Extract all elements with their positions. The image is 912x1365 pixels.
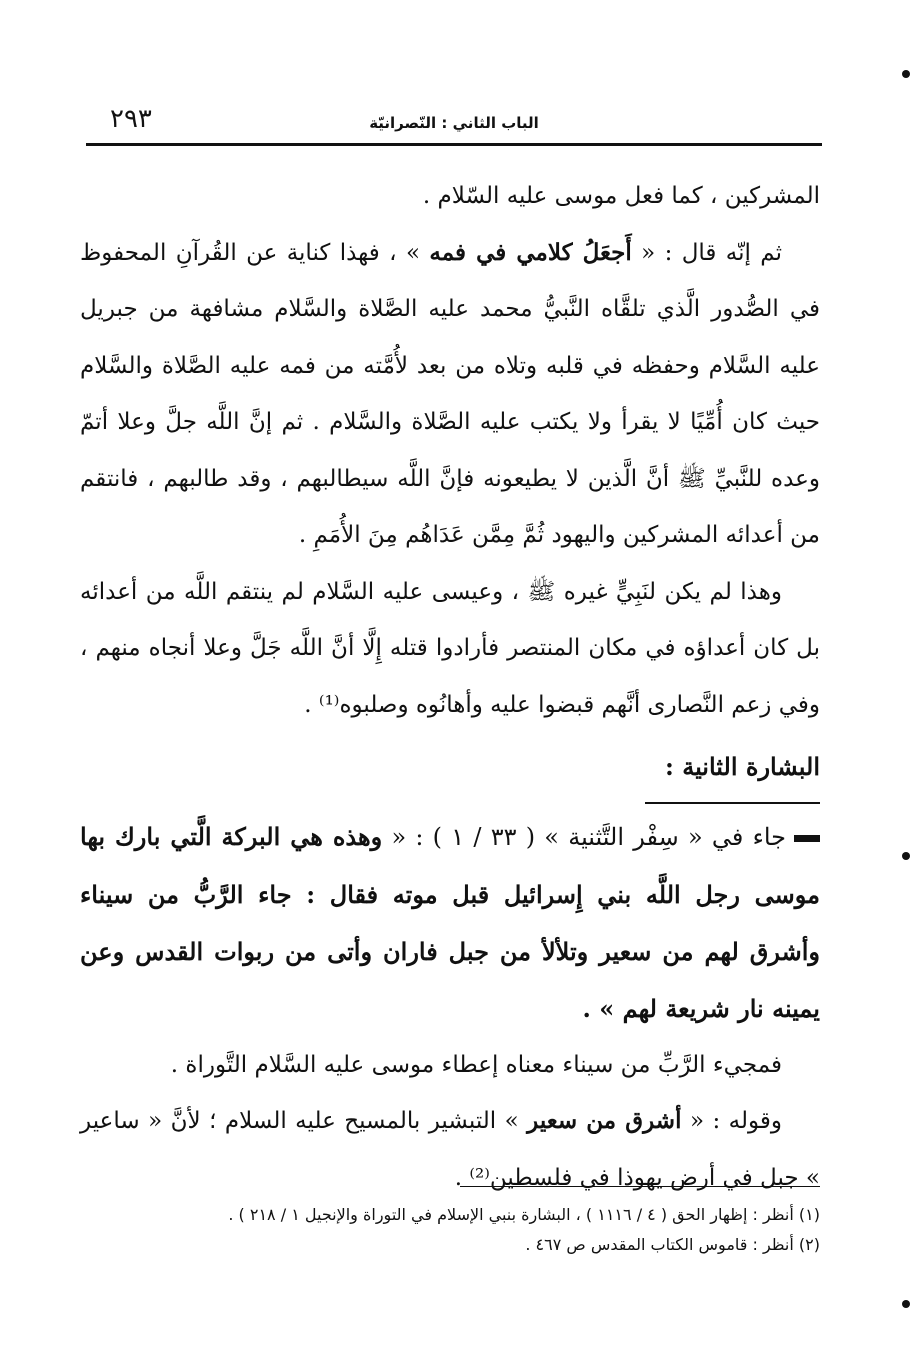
edge-mark-icon — [902, 1300, 910, 1308]
page-header — [86, 104, 822, 144]
paragraph-5: فمجيء الرَّبِّ من سيناء معناه إعطاء موسى عليه السَّلام التَّوراة . — [170, 1051, 782, 1078]
paragraph-2 — [80, 225, 820, 564]
header-rule — [86, 143, 822, 146]
quote-text: وهذه هي البركة الَّتي بارك بها موسى رجل اللَّه بني إِسرائيل قبل موته فقال : جاء الرَّبُّ من سيناء وأشرق لهم من سعير وتلألأ من جبل فاران وأتى من ربوات القدس وعن يمينه نار شريعة لهم — [80, 821, 820, 1023]
scripture-quote — [80, 808, 820, 1037]
quote-end: » . — [582, 993, 623, 1023]
footnotes — [80, 1200, 820, 1260]
paragraph-6-quote: أشرق من سعير — [527, 1107, 682, 1134]
paragraph-2-quote: أَجعَلُ كلامي في فمه — [429, 238, 632, 266]
paragraph-6-start: وقوله : « — [681, 1108, 782, 1134]
footnote-1: (١) أنظر : إظهار الحق ( ٤ / ١١١٦ ) ، البشارة بنبي الإسلام في التوراة والإنجيل ١ / ٢١٨ ) . — [228, 1205, 820, 1224]
quote-intro: جاء في « سِفْر التَّثنية » ( ٣٣ / ١ ) : « — [382, 822, 786, 851]
page-number: ٢٩٣ — [110, 104, 152, 134]
section-heading: البشارة الثانية : — [645, 739, 820, 804]
edge-mark-icon — [902, 70, 910, 78]
section-heading-wrap — [80, 739, 820, 804]
paragraph-2-rest: » ، فهذا كناية عن القُرآنِ المحفوظ في الصُّدور الَّذي تلقَّاه النَّبيُّ محمد عليه الصَّلاة والسَّلام مشافهة من جبريل عليه السَّلام وحفظه في قلبه وتلاه من بعد لأُمَّته من فمه عليه الصَّلاة والسَّلام حيث كان أُمِّيًا لا يقرأ ولا يكتب عليه الصَّلاة والسَّلام . ثم إنَّ اللَّه جلَّ وعلا أتمّ وعده للنَّبيِّ ﷺ أنَّ الَّذين لا يطيعونه فإنَّ اللَّه سيطالبهم ، وقد طالبهم ، فانتقم من أعدائه المشركين واليهود ثُمَّ مِمَّن عَدَاهُم مِنَ الأُمَمِ . — [80, 239, 820, 548]
body-text — [80, 168, 820, 1206]
paragraph-2-start: ثم إنّه قال : « — [631, 239, 782, 266]
paragraph-6-rest: » التبشير بالمسيح عليه السلام ؛ لأنَّ « ساعير » جبل في أرض يهوذا في فلسطين⁽²⁾ . — [80, 1108, 820, 1191]
running-head: الباب الثاني : النّصرانيّة — [369, 114, 539, 132]
paragraph-3: وهذا لم يكن لنَبِيٍّ غيره ﷺ ، وعيسى عليه السَّلام لم ينتقم اللَّه من أعدائه بل كان أعداؤه في مكان المنتصر فأرادوا قتله إِلَّا أنَّ اللَّه جَلَّ وعلا أنجاه منهم ، وفي زعم النَّصارى أنَّهم قبضوا عليه وأهانُوه وصلبوه⁽¹⁾ . — [80, 578, 820, 718]
footnote-2: (٢) أنظر : قاموس الكتاب المقدس ص ٤٦٧ . — [525, 1235, 820, 1254]
edge-mark-icon — [902, 852, 910, 860]
bullet-marker-icon — [794, 835, 820, 842]
footnote-rule — [460, 1186, 820, 1187]
paragraph-1: المشركين ، كما فعل موسى عليه السّلام . — [422, 183, 820, 209]
paragraph-6 — [80, 1093, 820, 1206]
